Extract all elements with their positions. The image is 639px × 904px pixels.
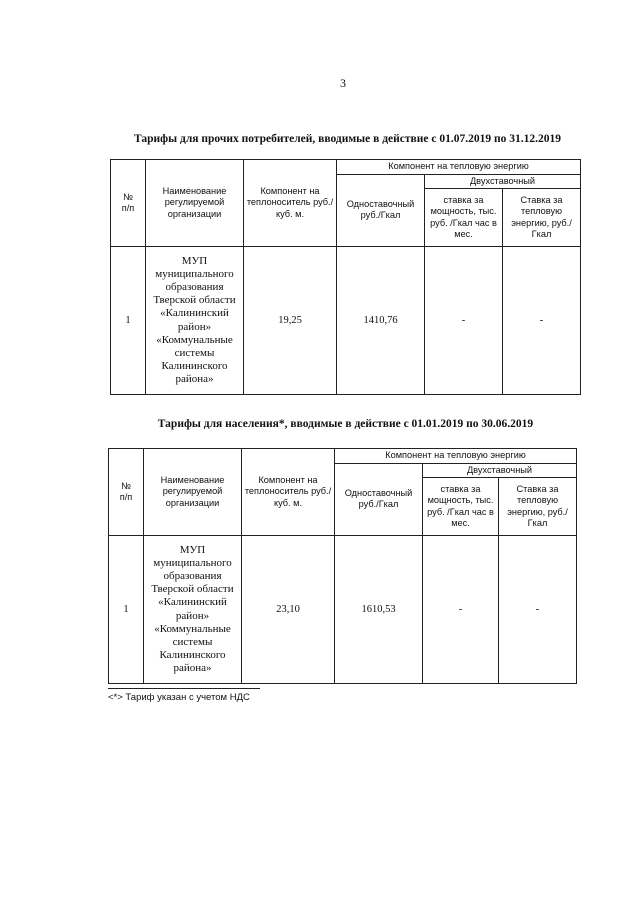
header-energy-rate: Ставка за тепловую энергию, руб./Гкал	[503, 189, 581, 247]
header-carrier: Компонент на теплоноситель руб./куб. м.	[244, 160, 337, 247]
header-heat-component: Компонент на тепловую энергию	[335, 449, 577, 464]
row-org: МУП муниципального образования Тверской области «Калининский район» «Коммунальные системы Калининского района»	[144, 536, 242, 684]
row-energy-rate: -	[503, 247, 581, 395]
header-two-rate: Двухставочный	[425, 174, 581, 189]
header-two-rate: Двухставочный	[423, 463, 577, 478]
header-no: № п/п	[109, 449, 144, 536]
row-no: 1	[109, 536, 144, 684]
tariff-table-other-consumers	[110, 159, 581, 395]
header-carrier: Компонент на теплоноситель руб./куб. м.	[242, 449, 335, 536]
header-org-name: Наименование регулируемой организации	[146, 160, 244, 247]
row-carrier: 19,25	[244, 247, 337, 395]
row-single-rate: 1410,76	[337, 247, 425, 395]
header-single-rate: Одноставочный руб./Гкал	[337, 174, 425, 247]
page-number: 3	[340, 76, 346, 90]
header-no: № п/п	[111, 160, 146, 247]
footnote-divider	[108, 688, 260, 689]
row-org: МУП муниципального образования Тверской области «Калининский район» «Коммунальные системы Калининского района»	[146, 247, 244, 395]
header-org-name: Наименование регулируемой организации	[144, 449, 242, 536]
header-energy-rate: Ставка за тепловую энергию, руб./Гкал	[499, 478, 577, 536]
table-2-title: Тарифы для населения*, вводимые в действие с 01.01.2019 по 30.06.2019	[157, 418, 534, 430]
header-capacity-rate: ставка за мощность, тыс. руб. /Гкал час в мес.	[423, 478, 499, 536]
header-capacity-rate: ставка за мощность, тыс. руб. /Гкал час в мес.	[425, 189, 503, 247]
tariff-table-population	[108, 448, 577, 684]
row-no: 1	[111, 247, 146, 395]
row-capacity-rate: -	[425, 247, 503, 395]
row-carrier: 23,10	[242, 536, 335, 684]
header-single-rate: Одноставочный руб./Гкал	[335, 463, 423, 536]
footnote: <*> Тариф указан с учетом НДС	[108, 692, 250, 703]
table-1-title: Тарифы для прочих потребителей, вводимые в действие с 01.07.2019 по 31.12.2019	[134, 133, 561, 145]
row-energy-rate: -	[499, 536, 577, 684]
header-heat-component: Компонент на тепловую энергию	[337, 160, 581, 175]
row-single-rate: 1610,53	[335, 536, 423, 684]
row-capacity-rate: -	[423, 536, 499, 684]
